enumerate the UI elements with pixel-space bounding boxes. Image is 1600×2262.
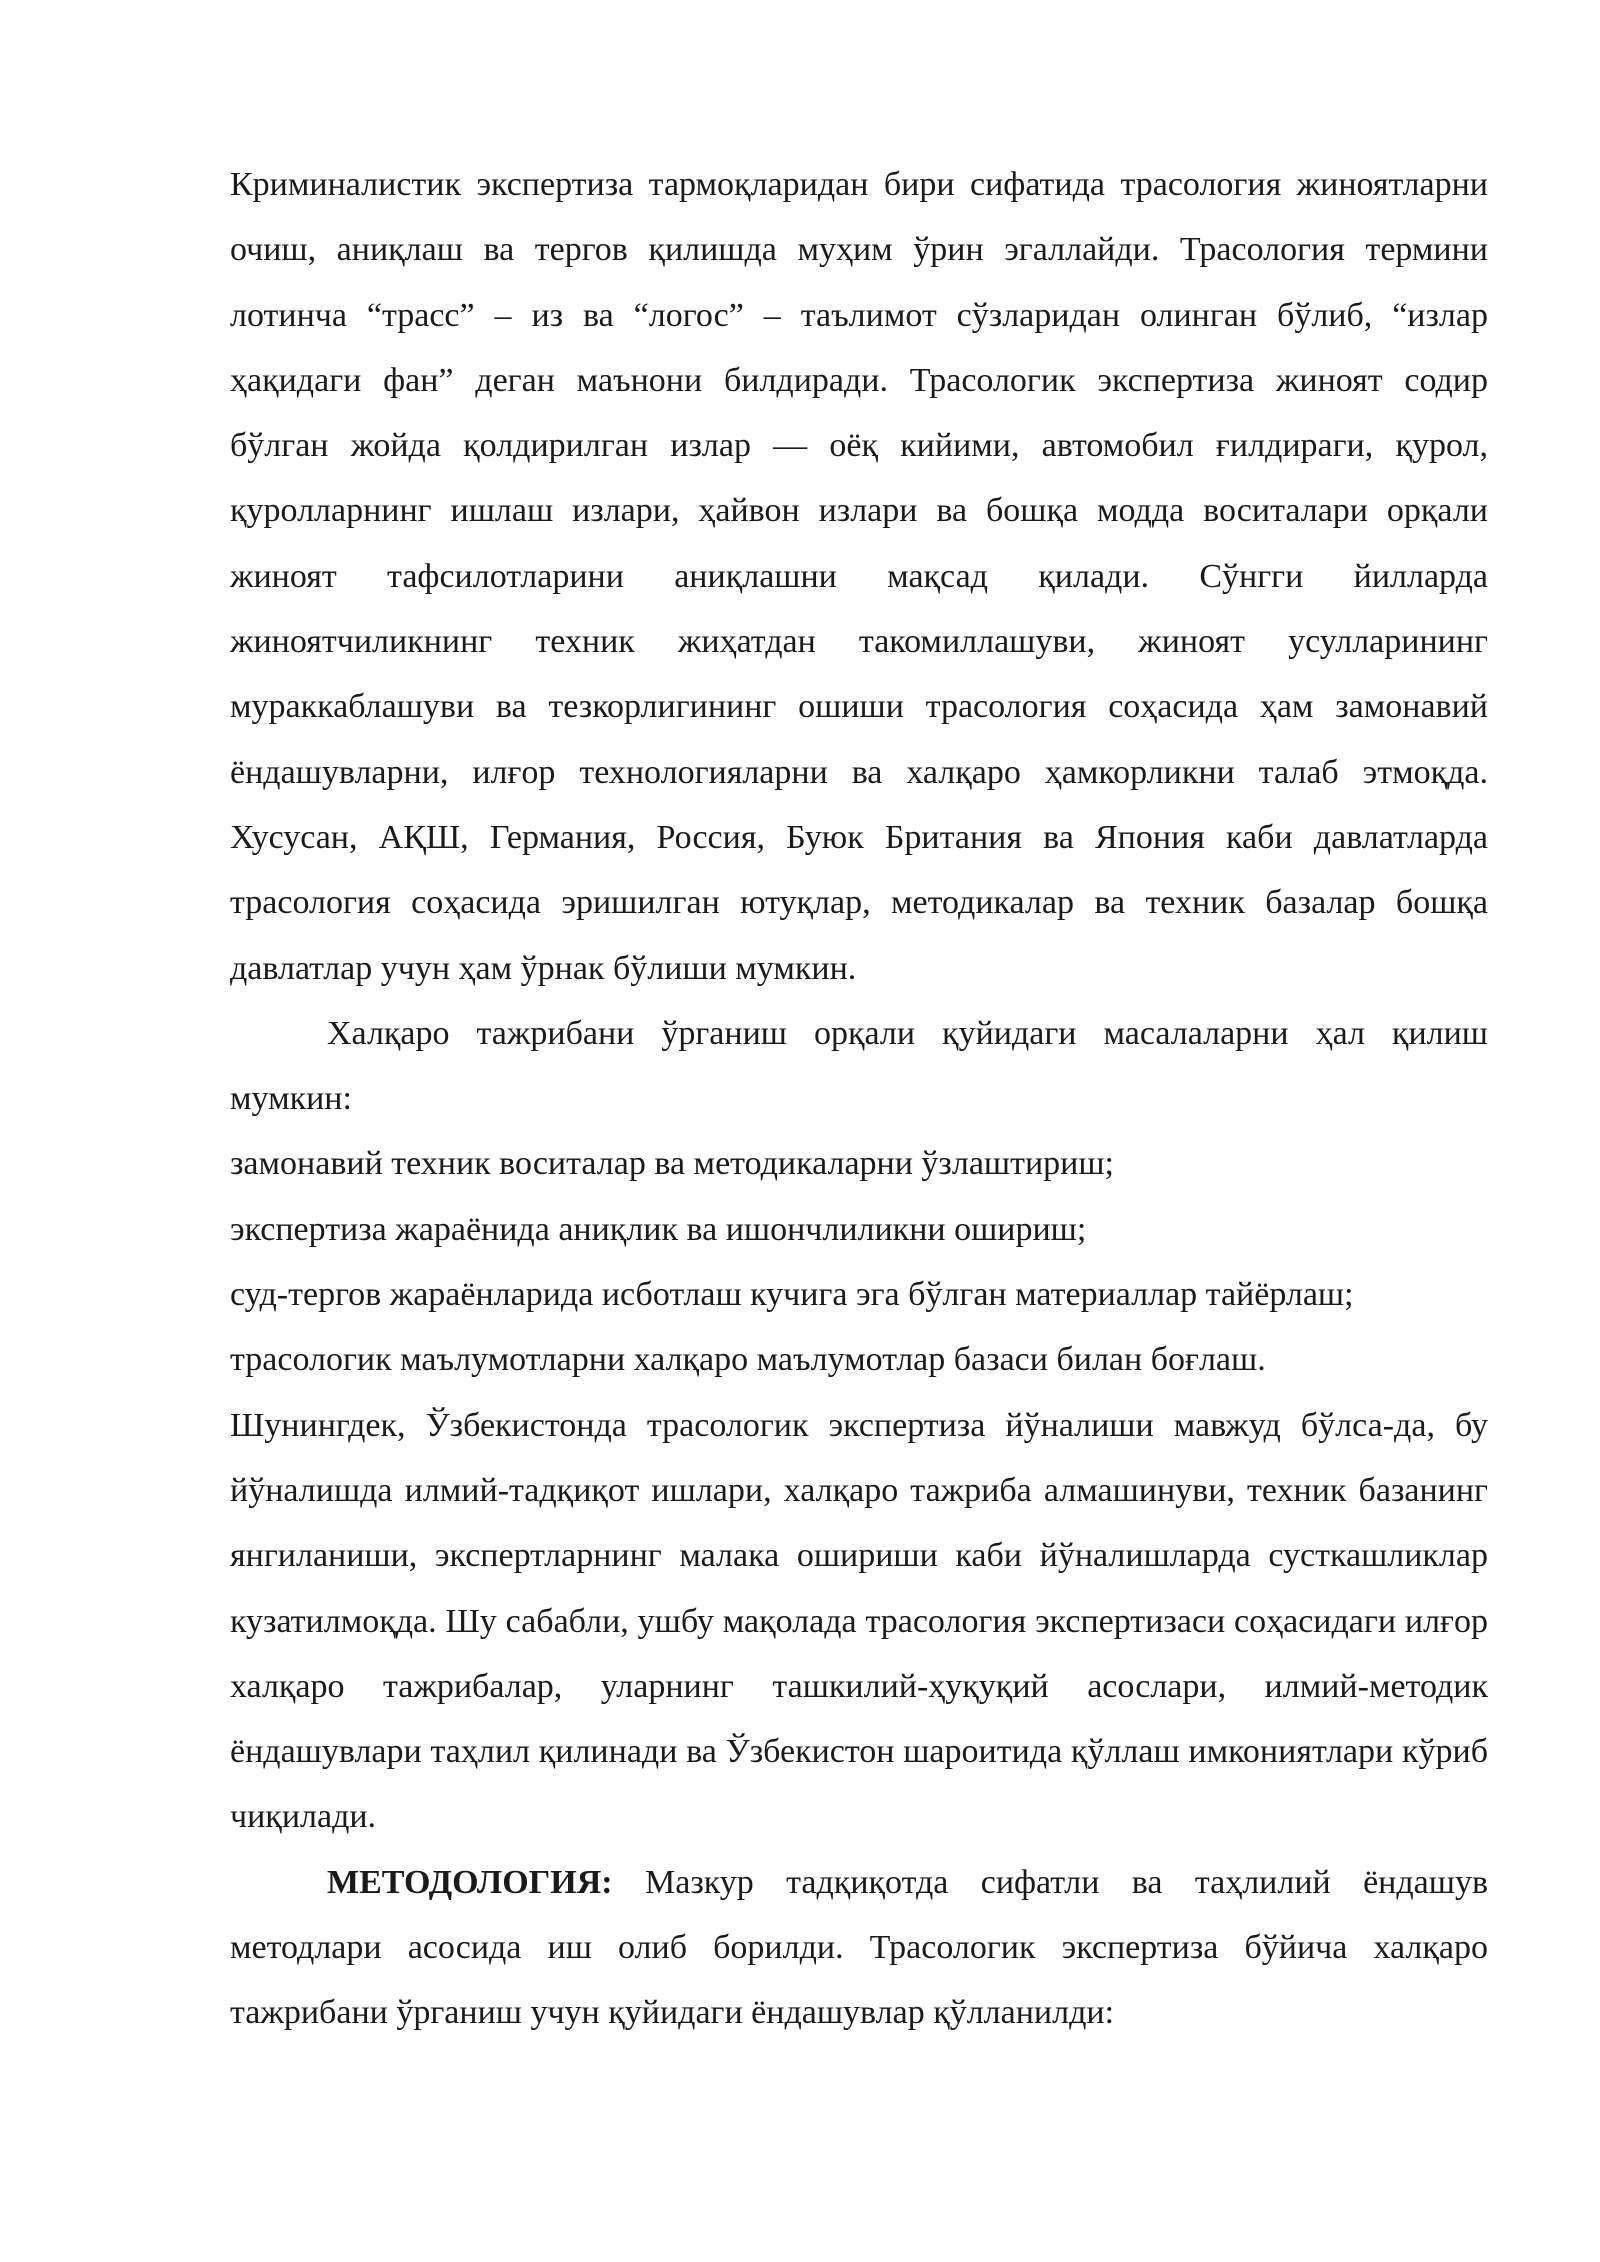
document-page xyxy=(230,152,1488,2046)
list-item: замонавий техник воситалар ва методикаларни ўзлаштириш; xyxy=(230,1145,1114,1183)
list-item: экспертиза жараёнида аниқлик ва ишончлиликни ошириш; xyxy=(230,1210,1087,1248)
methodology-heading: МЕТОДОЛОГИЯ: xyxy=(327,1863,613,1901)
uzbekistan-paragraph: Шунингдек, Ўзбекистонда трасологик экспертиза йўналиши мавжуд бўлса-да, бу йўналишда илмий-тадқиқот ишлари, халқаро тажриба алмашинуви, техник базанинг янгиланиши, экспертларнинг малака ошириши каби йўналишларда сусткашликлар кузатилмоқда. Шу сабабли, ушбу мақолада трасология экспертизаси соҳасидаги илғор халқаро тажрибалар, уларнинг ташкилий-ҳуқуқий асослари, илмий-методик ёндашувлари таҳлил қилинади ва Ўзбекистон шароитида қўллаш имкониятлари кўриб чиқилади. xyxy=(230,1406,1488,1836)
list-item: суд-тергов жараёнларида исботлаш кучига эга бўлган материаллар тайёрлаш; xyxy=(230,1276,1354,1314)
international-experience-paragraph: Халқаро тажрибани ўрганиш орқали қуйидаги масалаларни ҳал қилиш мумкин: xyxy=(230,1014,1488,1118)
list-item: трасологик маълумотларни халқаро маълумотлар базаси билан боғлаш. xyxy=(230,1341,1266,1379)
intro-paragraph: Криминалистик экспертиза тармоқларидан бири сифатида трасология жиноятларни очиш, аниқлаш ва тергов қилишда муҳим ўрин эгаллайди. Трасология термини лотинча “трасс” – из ва “логос” – таълимот сўзларидан олинган бўлиб, “излар ҳақидаги фан” деган маънони билдиради. Трасологик экспертиза жиноят содир бўлган жойда қолдирилган излар — оёқ кийими, автомобил ғилдираги, қурол, қуролларнинг ишлаш излари, ҳайвон излари ва бошқа модда воситалари орқали жиноят тафсилотларини аниқлашни мақсад қилади. Сўнгги йилларда жиноятчиликнинг техник жиҳатдан такомиллашуви, жиноят усулларининг мураккаблашуви ва тезкорлигининг ошиши трасология соҳасида ҳам замонавий ёндашувларни, илғор технологияларни ва халқаро ҳамкорликни талаб этмоқда. Хусусан, АҚШ, Германия, Россия, Буюк Британия ва Япония каби давлатларда трасология соҳасида эришилган ютуқлар, методикалар ва техник базалар бошқа давлатлар учун ҳам ўрнак бўлиши мумкин. xyxy=(230,166,1488,987)
methodology-paragraph xyxy=(230,1850,1488,2046)
methodology-text: Мазкур тадқиқотда сифатли ва таҳлилий ёндашув методлари асосида иш олиб борилди. Трасологик экспертиза бўйича халқаро тажрибани ўрганиш учун қуйидаги ёндашувлар қўлланилди: xyxy=(230,1863,1488,2032)
